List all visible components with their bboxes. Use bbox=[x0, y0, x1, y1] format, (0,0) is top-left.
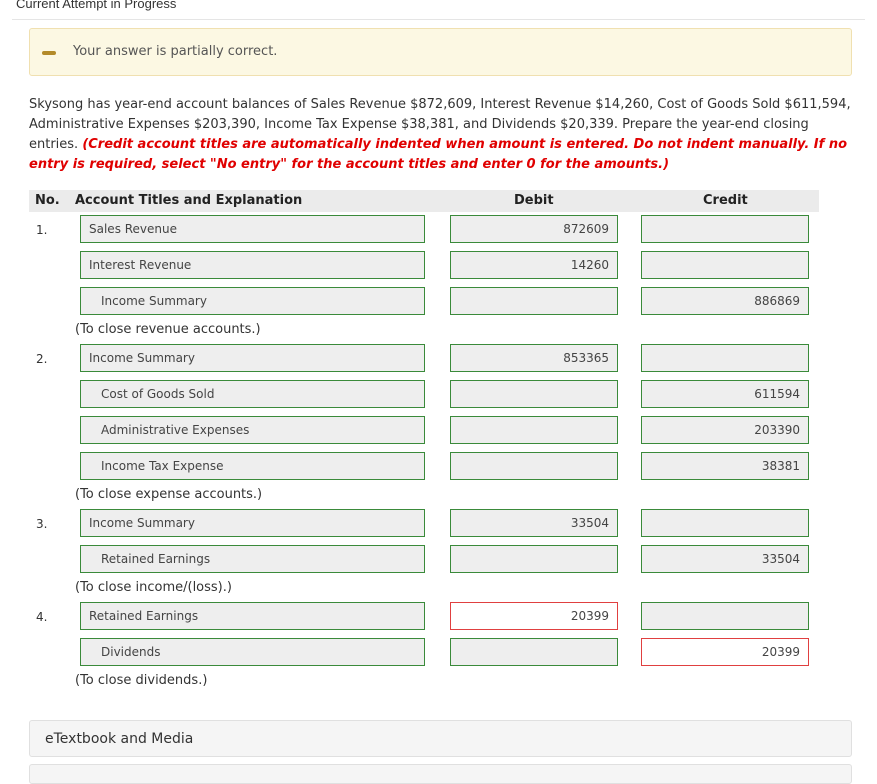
header-account: Account Titles and Explanation bbox=[75, 193, 303, 208]
debit-input[interactable]: 853365 bbox=[450, 344, 618, 372]
question-text bbox=[29, 95, 859, 175]
table-row bbox=[29, 251, 819, 281]
debit-input[interactable] bbox=[450, 638, 618, 666]
next-panel bbox=[29, 764, 852, 784]
credit-input[interactable] bbox=[641, 344, 809, 372]
entry-number: 3. bbox=[36, 517, 48, 531]
header-debit: Debit bbox=[514, 193, 554, 208]
debit-input[interactable] bbox=[450, 545, 618, 573]
table-row bbox=[29, 638, 819, 668]
etextbook-label: eTextbook and Media bbox=[45, 731, 194, 747]
credit-input[interactable]: 20399 bbox=[641, 638, 809, 666]
account-select[interactable]: Retained Earnings bbox=[80, 545, 425, 573]
debit-input[interactable] bbox=[450, 380, 618, 408]
question-instruction: (Credit account titles are automatically indented when amount is entered. Do not indent manually. If no entry is required, select "No entry" for the account titles and enter 0 for the amounts.) bbox=[29, 137, 848, 172]
entry-explanation: (To close expense accounts.) bbox=[75, 487, 263, 502]
account-select[interactable]: Cost of Goods Sold bbox=[80, 380, 425, 408]
header-credit: Credit bbox=[703, 193, 748, 208]
account-select[interactable]: Interest Revenue bbox=[80, 251, 425, 279]
debit-input[interactable]: 872609 bbox=[450, 215, 618, 243]
header-no: No. bbox=[35, 193, 60, 208]
entry-number: 1. bbox=[36, 223, 48, 237]
table-row bbox=[29, 509, 819, 539]
table-row bbox=[29, 602, 819, 632]
question-body: Skysong has year-end account balances of Sales Revenue $872,609, Interest Revenue $14,260, Cost of Goods Sold $611,594, Administrative Expenses $203,390, Income Tax Expense $38,381, and Dividends $20,339. Prepare the year-end closing entries. bbox=[29, 97, 851, 152]
debit-input[interactable] bbox=[450, 287, 618, 315]
account-select[interactable]: Dividends bbox=[80, 638, 425, 666]
table-row bbox=[29, 416, 819, 446]
table-header bbox=[29, 190, 819, 212]
etextbook-panel[interactable] bbox=[29, 720, 852, 757]
entry-explanation: (To close dividends.) bbox=[75, 673, 208, 688]
credit-input[interactable] bbox=[641, 215, 809, 243]
debit-input[interactable]: 20399 bbox=[450, 602, 618, 630]
header-divider bbox=[12, 19, 865, 20]
minus-icon bbox=[42, 51, 56, 55]
page-title: Current Attempt in Progress bbox=[16, 0, 177, 11]
credit-input[interactable]: 38381 bbox=[641, 452, 809, 480]
account-select[interactable]: Administrative Expenses bbox=[80, 416, 425, 444]
alert-text: Your answer is partially correct. bbox=[73, 44, 278, 59]
debit-input[interactable] bbox=[450, 452, 618, 480]
credit-input[interactable] bbox=[641, 251, 809, 279]
entry-number: 2. bbox=[36, 352, 48, 366]
credit-input[interactable] bbox=[641, 509, 809, 537]
account-select[interactable]: Sales Revenue bbox=[80, 215, 425, 243]
credit-input[interactable]: 886869 bbox=[641, 287, 809, 315]
entry-explanation: (To close revenue accounts.) bbox=[75, 322, 261, 337]
account-select[interactable]: Income Summary bbox=[80, 287, 425, 315]
debit-input[interactable]: 14260 bbox=[450, 251, 618, 279]
table-row bbox=[29, 215, 819, 245]
debit-input[interactable]: 33504 bbox=[450, 509, 618, 537]
credit-input[interactable]: 611594 bbox=[641, 380, 809, 408]
table-row bbox=[29, 287, 819, 317]
table-row bbox=[29, 344, 819, 374]
debit-input[interactable] bbox=[450, 416, 618, 444]
feedback-alert bbox=[29, 28, 852, 76]
account-select[interactable]: Retained Earnings bbox=[80, 602, 425, 630]
credit-input[interactable] bbox=[641, 602, 809, 630]
credit-input[interactable]: 33504 bbox=[641, 545, 809, 573]
account-select[interactable]: Income Tax Expense bbox=[80, 452, 425, 480]
entry-number: 4. bbox=[36, 610, 48, 624]
entry-explanation: (To close income/(loss).) bbox=[75, 580, 232, 595]
credit-input[interactable]: 203390 bbox=[641, 416, 809, 444]
table-row bbox=[29, 380, 819, 410]
account-select[interactable]: Income Summary bbox=[80, 509, 425, 537]
account-select[interactable]: Income Summary bbox=[80, 344, 425, 372]
table-row bbox=[29, 545, 819, 575]
table-row bbox=[29, 452, 819, 482]
